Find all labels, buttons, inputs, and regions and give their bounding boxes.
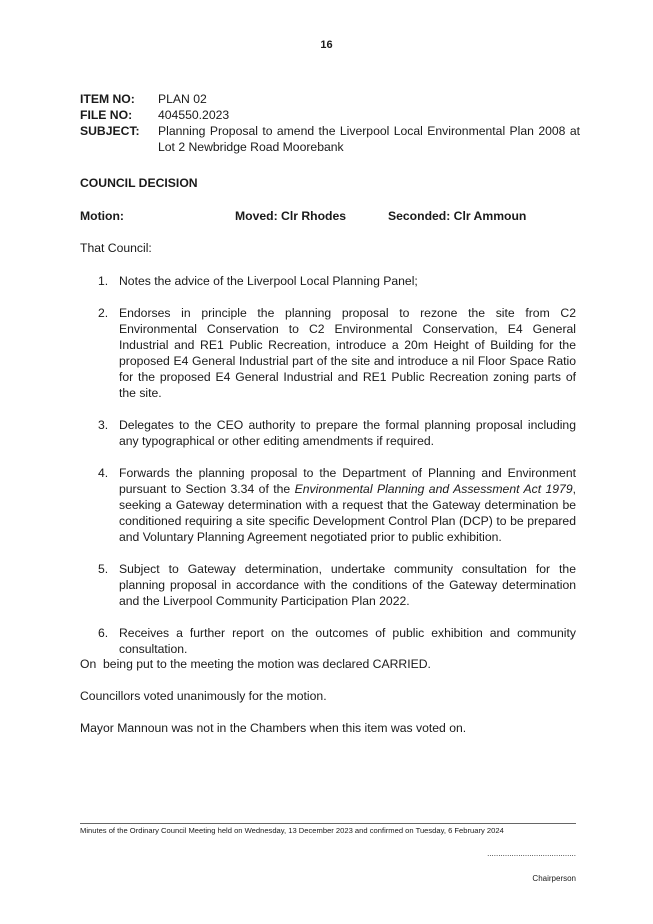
vote-text: Councillors voted unanimously for the motion.	[80, 689, 327, 703]
footer-divider	[80, 823, 576, 824]
file-no-label: FILE NO:	[80, 108, 133, 122]
list-item-number: 6.	[98, 626, 109, 640]
chairperson-label: Chairperson	[532, 874, 576, 883]
list-item-text: Notes the advice of the Liverpool Local Planning Panel;	[119, 274, 418, 288]
motion-row	[80, 209, 580, 225]
subject-row	[80, 123, 580, 155]
list-item-text: Receives a further report on the outcomes of public exhibition and community consultation.	[119, 626, 576, 656]
list-item-text: Delegates to the CEO authority to prepare the formal planning proposal including any typographical or other editing amendments if required.	[119, 418, 576, 448]
signature-line: ........................................	[487, 849, 576, 858]
list-item-number: 3.	[98, 418, 109, 432]
list-item-text	[119, 465, 576, 545]
seconded-by: Seconded: Clr Ammoun	[388, 209, 527, 223]
item-no-label: ITEM NO:	[80, 92, 135, 106]
moved-by: Moved: Clr Rhodes	[235, 209, 347, 223]
list-item-number: 2.	[98, 306, 109, 320]
item-no-value: PLAN 02	[158, 92, 207, 106]
list-item	[80, 417, 576, 449]
list-item-number: 1.	[98, 274, 109, 288]
item-header	[80, 91, 580, 155]
subject-label: SUBJECT:	[80, 124, 140, 138]
list-item-text: Endorses in principle the planning proposal to rezone the site from C2 Environmental Conservation to C2 Environmental Conservation, E4 General Industrial and RE1 Public Recreation, introduce a 20m Height of Building for the proposed E4 General Industrial part of the site and introduce a nil Floor Space Ratio for the proposed E4 General Industrial and RE1 Public Recreation zoning parts of the site.	[119, 306, 576, 400]
resolution-list	[80, 273, 576, 673]
page-number: 16	[320, 39, 333, 51]
list-item-text-part: , seeking a Gateway determination with a request that the Gateway determination be conditioned requiring a site specific Development Control Plan (DCP) to be prepared and Voluntary Planning Agreement negotiated prior to public exhibition.	[119, 482, 577, 544]
list-item	[80, 465, 576, 545]
footer-minutes-text: Minutes of the Ordinary Council Meeting held on Wednesday, 13 December 2023 and confirmed on Tuesday, 6 February 2024	[80, 826, 504, 835]
file-no-value: 404550.2023	[158, 108, 230, 122]
list-item	[80, 273, 576, 289]
list-item-number: 4.	[98, 466, 109, 480]
motion-label: Motion:	[80, 209, 124, 223]
act-title: Environmental Planning and Assessment Act 1979	[294, 482, 573, 496]
list-item-text-part: Forwards the planning proposal to the Department of Planning and Environment pursuant to Section 3.34 of the	[119, 466, 576, 496]
list-item-text: Subject to Gateway determination, undertake community consultation for the planning proposal in accordance with the conditions of the Gateway determination and the Liverpool Community Participation Plan 2022.	[119, 562, 576, 608]
file-no-row	[80, 107, 580, 123]
subject-value: Planning Proposal to amend the Liverpool Local Environmental Plan 2008 at Lot 2 Newbridge Road Moorebank	[158, 124, 580, 154]
resolution-intro: That Council:	[80, 241, 152, 255]
list-item	[80, 561, 576, 609]
list-item-number: 5.	[98, 562, 109, 576]
list-item	[80, 625, 576, 657]
mayor-note-text: Mayor Mannoun was not in the Chambers when this item was voted on.	[80, 721, 467, 735]
item-no-row	[80, 91, 580, 107]
list-item	[80, 305, 576, 401]
motion-carried-text: On being put to the meeting the motion was declared CARRIED.	[80, 657, 431, 671]
council-decision-heading: COUNCIL DECISION	[80, 176, 198, 190]
